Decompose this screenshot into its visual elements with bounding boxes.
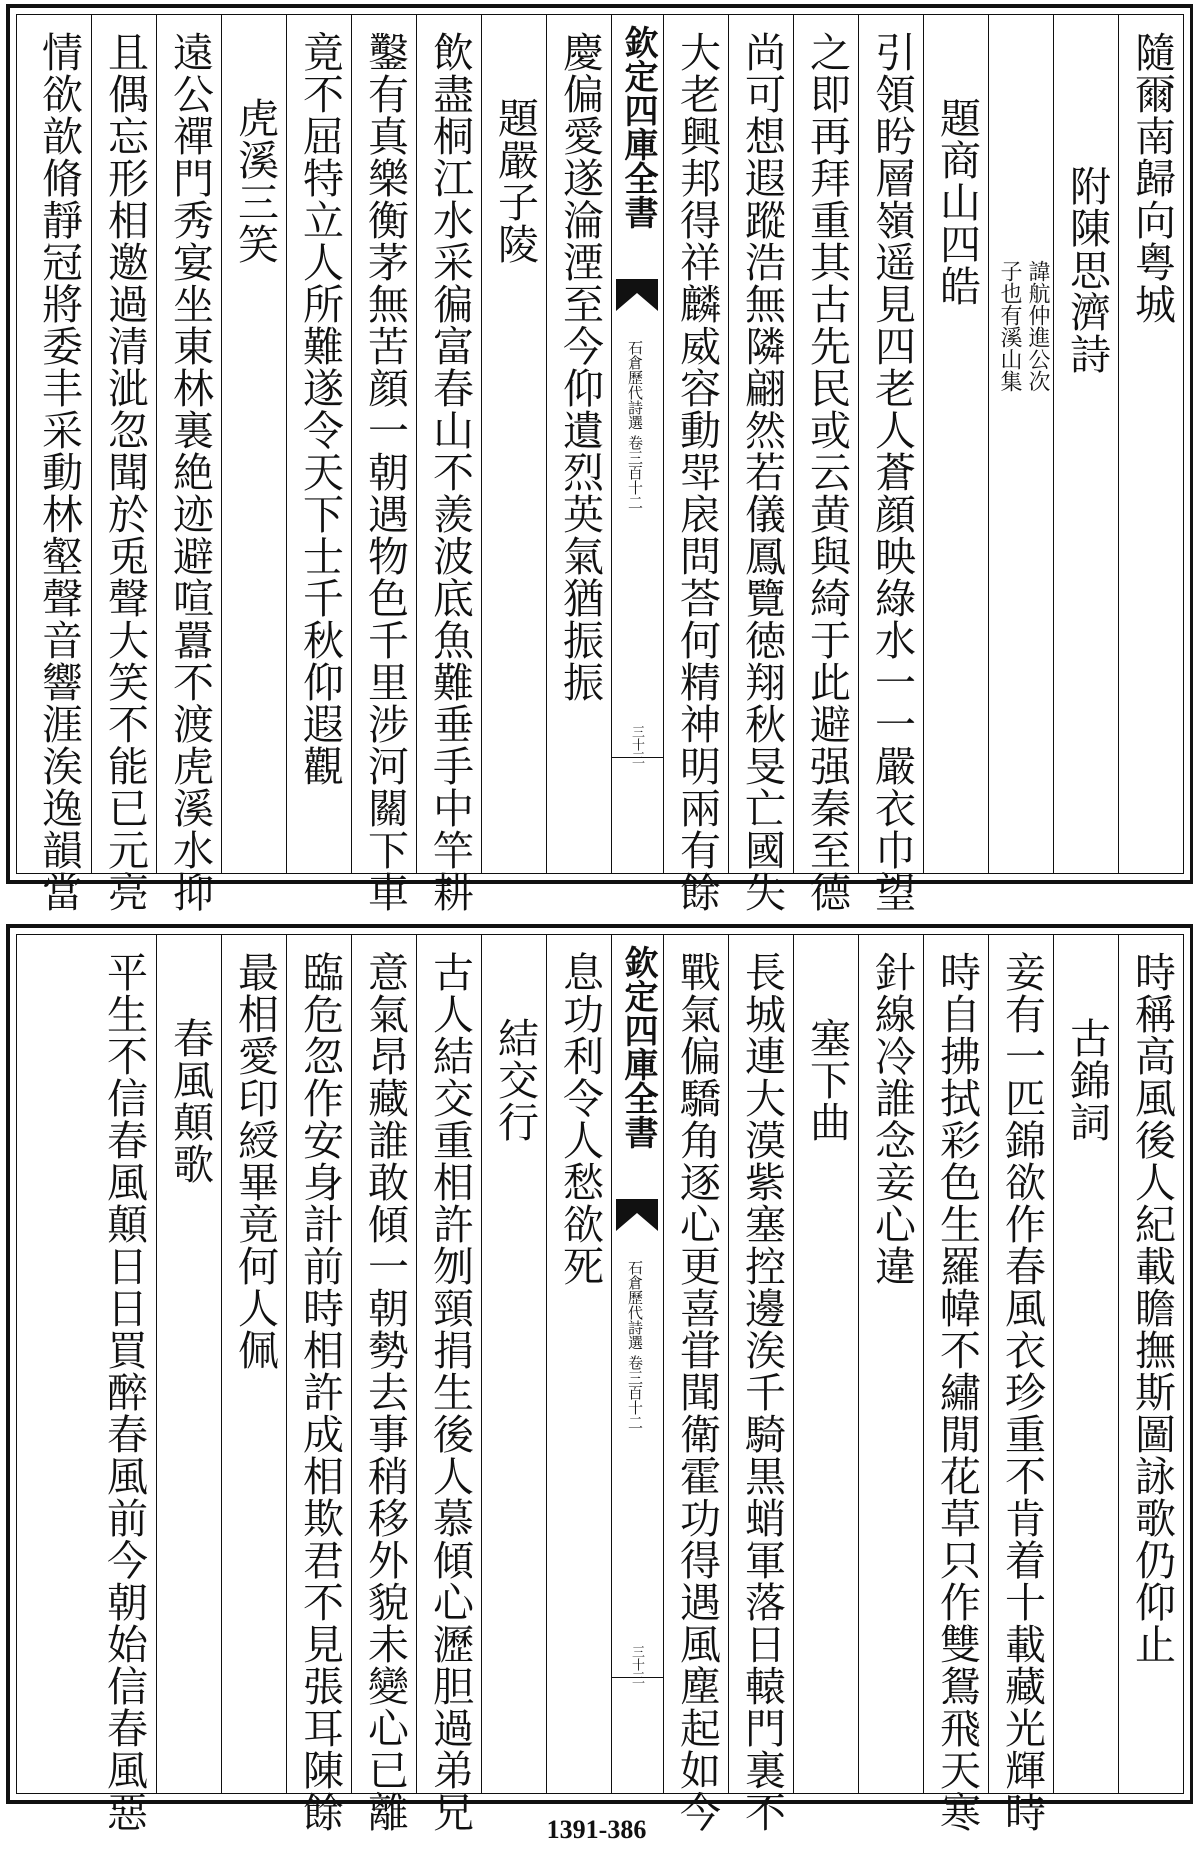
band-volume: 卷三百十二 bbox=[626, 1355, 644, 1430]
author-note-column bbox=[988, 15, 1053, 873]
band-title: 欽定四庫全書 bbox=[618, 945, 658, 1149]
poem-title: 塞下曲 bbox=[803, 1017, 851, 1143]
text-column bbox=[858, 935, 923, 1793]
text-column bbox=[1118, 15, 1183, 873]
text-column bbox=[728, 15, 793, 913]
text-column bbox=[156, 15, 221, 913]
poem-line: 飲盡桐江水采徧富春山不羨波底魚難垂手中竿耕 bbox=[426, 31, 474, 913]
text-column bbox=[728, 935, 793, 1833]
band-volume: 卷三百十二 bbox=[626, 435, 644, 510]
poem-line: 竟不屈特立人所難遂令天下士千秋仰遐觀 bbox=[296, 31, 344, 787]
center-band bbox=[611, 935, 663, 1793]
text-column bbox=[1118, 935, 1183, 1793]
text-column bbox=[91, 15, 156, 913]
poem-title: 虎溪三笑 bbox=[231, 97, 279, 265]
top-page-columns bbox=[17, 15, 1183, 913]
poem-line: 時自拂拭彩色生羅幃不繡閒花草只作雙鴛飛天寒 bbox=[933, 951, 981, 1833]
band-source: 石倉歷代詩選 bbox=[626, 1260, 644, 1350]
poem-line: 之即再拜重其古先民或云黄與綺于此避强秦至德 bbox=[803, 31, 851, 913]
author-heading: 附陳思濟詩 bbox=[1063, 165, 1111, 375]
poem-line: 妾有一匹錦欲作春風衣珍重不肯着十載藏光輝時 bbox=[998, 951, 1046, 1833]
band-divider bbox=[612, 1677, 663, 1678]
text-column bbox=[1053, 15, 1118, 873]
text-column bbox=[351, 15, 416, 913]
text-column bbox=[923, 935, 988, 1833]
text-column bbox=[858, 15, 923, 913]
text-column bbox=[286, 15, 351, 873]
poem-title: 春風顛歌 bbox=[166, 1017, 214, 1185]
band-source: 石倉歷代詩選 bbox=[626, 340, 644, 430]
text-column bbox=[351, 935, 416, 1833]
fishtail-mark-icon bbox=[614, 1195, 660, 1235]
text-column bbox=[793, 15, 858, 913]
band-title: 欽定四庫全書 bbox=[618, 25, 658, 229]
poem-line: 情欲歆脩靜冠將委丰采動林壑聲音響涯涘逸韻當 bbox=[35, 31, 83, 913]
poem-line: 針線冷誰念妾心違 bbox=[868, 951, 916, 1287]
poem-line: 尚可想遐蹤浩無隣翩然若儀鳳覽徳翔秋旻亡國失 bbox=[738, 31, 786, 913]
text-column bbox=[221, 935, 286, 1793]
poem-title: 題嚴子陵 bbox=[491, 97, 539, 265]
text-column bbox=[286, 935, 351, 1833]
poem-line: 息功利令人愁欲死 bbox=[556, 951, 604, 1287]
poem-title: 題商山四皓 bbox=[933, 97, 981, 307]
fishtail-mark-icon bbox=[614, 275, 660, 315]
text-column bbox=[1053, 935, 1118, 1793]
author-note-line: 諱航仲進公次 bbox=[1025, 260, 1050, 392]
poem-line: 慶偏愛遂淪湮至今仰遺烈英氣猶振振 bbox=[556, 31, 604, 703]
poem-title: 古錦詞 bbox=[1063, 1017, 1111, 1143]
poem-line: 大老興邦得祥麟威容動斝扆問荅何精神明兩有餘 bbox=[673, 31, 721, 913]
text-column bbox=[26, 15, 91, 913]
band-page-number: 三十三 bbox=[629, 1645, 644, 1684]
page-footer-number: 1391-386 bbox=[546, 1815, 647, 1844]
poem-line: 遠公禪門秀宴坐東林裏絶迹避喧囂不渡虎溪水抑 bbox=[166, 31, 214, 913]
text-column bbox=[156, 935, 221, 1793]
text-column bbox=[793, 935, 858, 1793]
text-column bbox=[481, 15, 546, 873]
poem-line: 臨危忽作安身計前時相許成相欺君不見張耳陳餘 bbox=[296, 951, 344, 1833]
poem-line: 隨爾南歸向粤城 bbox=[1128, 31, 1176, 325]
text-column bbox=[663, 15, 728, 913]
text-column bbox=[546, 935, 611, 1793]
band-divider bbox=[612, 757, 663, 758]
poem-line: 且偶忘形相邀過清泚忽聞於兎聲大笑不能已元亮 bbox=[101, 31, 149, 913]
poem-line: 戰氣偏驕角逐心更喜甞聞衛霍功得遇風塵起如今 bbox=[673, 951, 721, 1833]
text-column bbox=[481, 935, 546, 1793]
poem-line: 引領盻層嶺遥見四老人蒼顔映綠水一一嚴衣巾望 bbox=[868, 31, 916, 913]
text-column bbox=[416, 15, 481, 913]
text-column bbox=[923, 15, 988, 873]
band-page-number: 三十三 bbox=[629, 725, 644, 764]
poem-line: 最相愛印綬畢竟何人佩 bbox=[231, 951, 279, 1371]
author-note-line: 子也有溪山集 bbox=[997, 260, 1022, 392]
author-note bbox=[991, 260, 1051, 520]
poem-line: 古人結交重相許刎頸捐生後人慕傾心瀝胆過弟兄 bbox=[426, 951, 474, 1833]
text-column bbox=[546, 15, 611, 873]
text-column bbox=[91, 935, 156, 1833]
text-column bbox=[663, 935, 728, 1833]
top-page bbox=[6, 4, 1193, 913]
poem-line: 長城連大漠紫塞控邊涘千騎黒蛸軍落日轅門裏不 bbox=[738, 951, 786, 1833]
poem-line: 意氣昂藏誰敢傾一朝勢去事稍移外貌未變心已離 bbox=[361, 951, 409, 1833]
poem-line: 時稱高風後人紀載瞻撫斯圖詠歌仍仰止 bbox=[1128, 951, 1176, 1665]
text-column bbox=[988, 935, 1053, 1833]
poem-title: 結交行 bbox=[491, 1017, 539, 1143]
poem-line: 鑿有真樂衡茅無苦顔一朝遇物色千里涉河關下車 bbox=[361, 31, 409, 913]
text-column bbox=[416, 935, 481, 1833]
text-column bbox=[221, 15, 286, 873]
center-band bbox=[611, 15, 663, 873]
poem-line: 平生不信春風顛日日買醉春風前今朝始信春風惡 bbox=[100, 951, 148, 1833]
